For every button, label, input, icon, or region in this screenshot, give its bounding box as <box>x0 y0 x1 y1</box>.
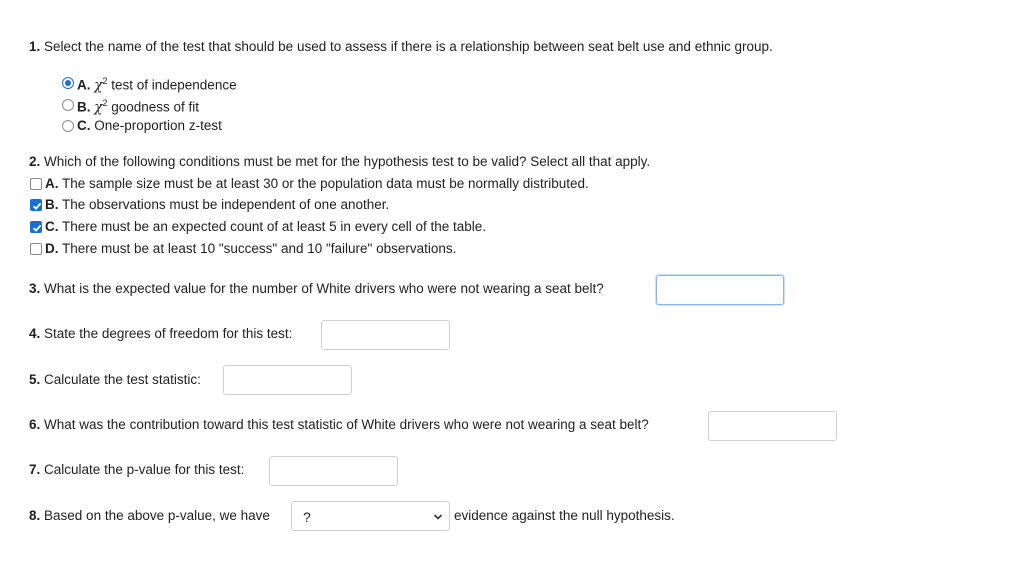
condition-b-label[interactable]: B. The observations must be independent of one another. <box>45 197 390 212</box>
question-8-suffix: evidence against the null hypothesis. <box>454 508 675 523</box>
question-6: 6. What was the contribution toward this test statistic of White drivers who were not wearing a seat belt? <box>29 417 649 432</box>
test-statistic-input[interactable] <box>223 365 352 395</box>
p-value-input[interactable] <box>269 456 398 486</box>
dropdown-value: ? <box>303 509 311 525</box>
checkbox-option-c[interactable] <box>30 221 42 233</box>
option-a-label[interactable]: A. $\chi^2$ test of independence <box>77 76 237 94</box>
question-number: 2. <box>29 154 41 169</box>
question-4: 4. State the degrees of freedom for this test: <box>29 326 293 341</box>
radio-option-a[interactable] <box>62 77 74 89</box>
chevron-down-icon <box>433 512 443 522</box>
condition-a-label[interactable]: A. The sample size must be at least 30 or the population data must be normally distributed. <box>45 176 589 191</box>
checkmark-icon <box>31 222 43 234</box>
question-3: 3. What is the expected value for the number of White drivers who were not wearing a seat belt? <box>29 281 604 296</box>
checkbox-option-d[interactable] <box>30 243 42 255</box>
checkbox-option-b[interactable] <box>30 199 42 211</box>
condition-d-label[interactable]: D. There must be at least 10 "success" and 10 "failure" observations. <box>45 241 457 256</box>
option-c-label[interactable]: C. One-proportion z-test <box>77 118 222 133</box>
question-2 <box>29 154 650 169</box>
contribution-input[interactable] <box>708 411 837 441</box>
condition-c-label[interactable]: C. There must be an expected count of at least 5 in every cell of the table. <box>45 219 487 234</box>
question-text: Which of the following conditions must be met for the hypothesis test to be valid? Select all that apply. <box>44 154 651 169</box>
question-8: 8. Based on the above p-value, we have <box>29 508 270 523</box>
radio-option-c[interactable] <box>62 120 74 132</box>
expected-value-input[interactable] <box>656 275 784 305</box>
checkbox-option-a[interactable] <box>30 178 42 190</box>
question-7: 7. Calculate the p-value for this test: <box>29 462 245 477</box>
question-text: Select the name of the test that should be used to assess if there is a relationship between seat belt use and ethnic group. <box>44 39 773 54</box>
radio-option-b[interactable] <box>62 99 74 111</box>
question-5: 5. Calculate the test statistic: <box>29 372 201 387</box>
checkmark-icon <box>31 200 43 212</box>
question-number: 1. <box>29 39 41 54</box>
question-1 <box>29 39 773 54</box>
option-b-label[interactable]: B. $\chi^2$ goodness of fit <box>77 98 200 116</box>
degrees-of-freedom-input[interactable] <box>321 320 450 350</box>
evidence-dropdown[interactable] <box>291 501 450 531</box>
